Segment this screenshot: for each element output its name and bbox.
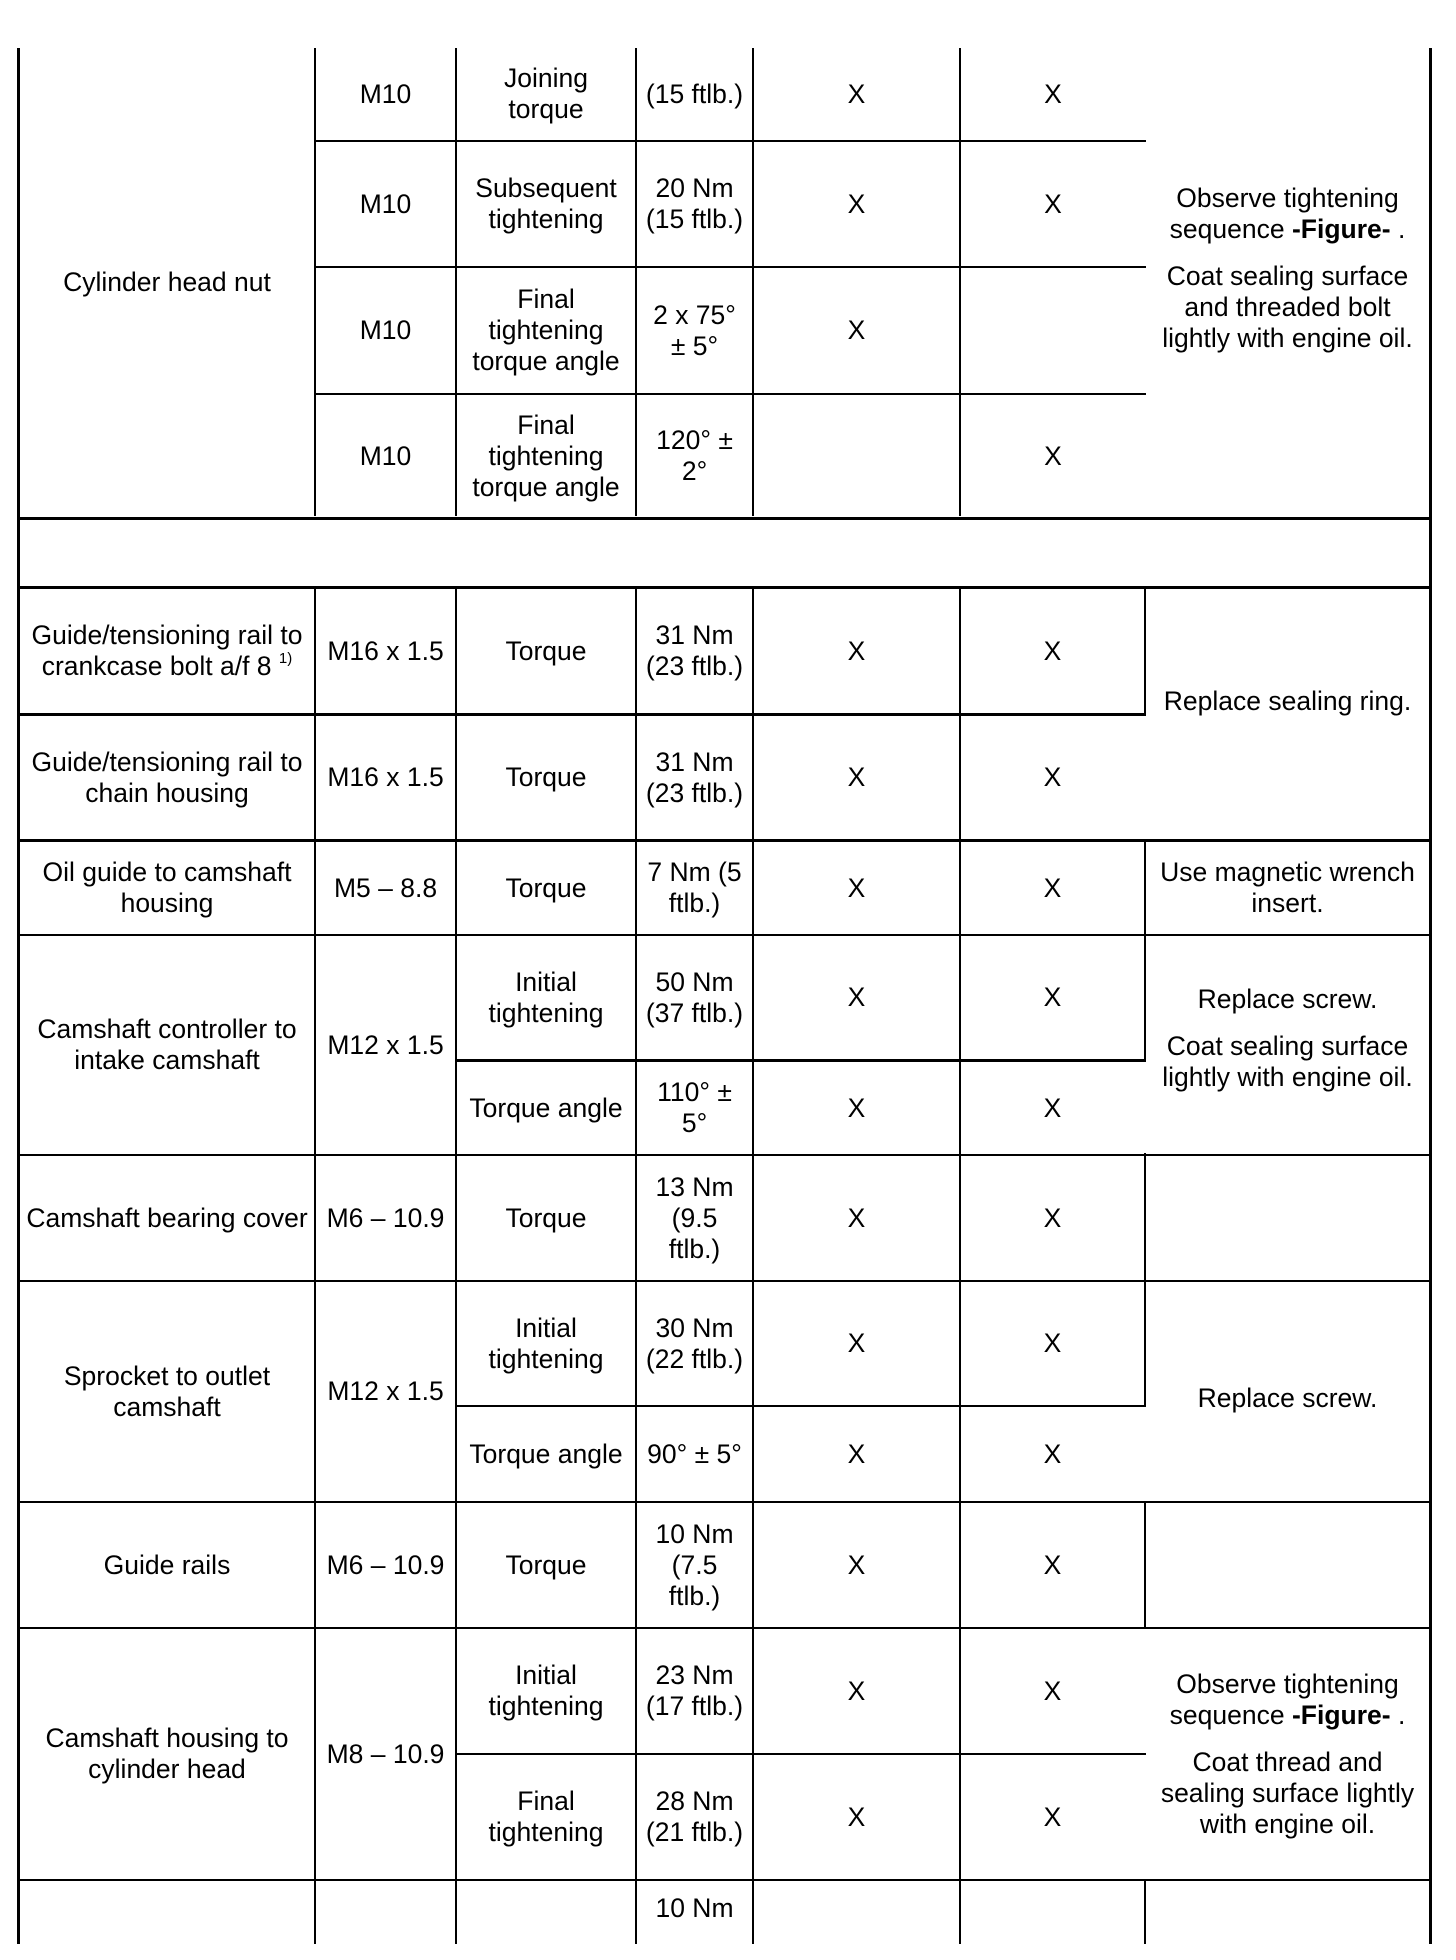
step-cell: Final tightening torque angle <box>472 409 620 502</box>
step-cell: Initial tightening <box>488 1312 604 1374</box>
torque-value-cell: 13 Nm (9.5 ftlb.) <box>655 1171 734 1264</box>
thread-size-cell: M10 <box>359 78 412 109</box>
step-cell: Torque <box>505 1549 587 1580</box>
mark-b-cell: X <box>1043 1328 1062 1358</box>
component-cell: Guide rails <box>103 1549 231 1580</box>
step-cell: Joining torque <box>504 63 588 124</box>
mark-b-cell: X <box>1043 982 1062 1012</box>
step-cell: Final tightening torque angle <box>472 284 620 376</box>
mark-a-cell: X <box>847 1328 866 1358</box>
table-border-right <box>1429 48 1432 1944</box>
note-cell <box>1146 1156 1429 1280</box>
torque-value-cell: 7 Nm (5 ftlb.) <box>647 857 742 918</box>
torque-value-cell: 31 Nm (23 ftlb.) <box>645 746 744 808</box>
mark-b-cell: X <box>1043 1202 1062 1233</box>
mark-b-cell: X <box>1043 1438 1062 1469</box>
component-cell: Guide/tensioning rail to chain housing <box>31 746 303 808</box>
figure-link[interactable]: -Figure- <box>1291 213 1391 244</box>
row-divider <box>17 517 1432 520</box>
step-cell: Final tightening <box>488 1786 604 1847</box>
mark-a-cell: X <box>847 1202 866 1233</box>
col-divider <box>1144 1880 1146 1944</box>
mark-a-cell <box>754 395 959 517</box>
thread-size-cell: M10 <box>359 315 412 345</box>
mark-b-cell: X <box>1043 1092 1062 1123</box>
thread-size-cell: M10 <box>359 188 412 219</box>
component-cell: Camshaft controller to intake camshaft <box>37 1014 297 1075</box>
note-cell: Use magnetic wrench insert. <box>1160 857 1415 918</box>
component-cell: Camshaft housing to cylinder head <box>45 1723 289 1784</box>
torque-value-cell: 10 Nm (7.5 ftlb.) <box>655 1518 734 1611</box>
mark-a-cell: X <box>847 1092 866 1123</box>
mark-a-cell: X <box>847 1549 866 1580</box>
mark-a-cell: X <box>847 635 866 666</box>
component-cell: Guide/tensioning rail to crankcase bolt a/f 8 $^{1)}$ <box>31 620 303 681</box>
torque-value-cell: 20 Nm (15 ftlb.) <box>645 173 744 234</box>
step-cell: Initial tightening <box>488 966 604 1028</box>
thread-size-cell: M6 – 10.9 <box>326 1202 445 1233</box>
note-coat: Coat thread and sealing surface lightly with engine oil. <box>1160 1746 1415 1839</box>
figure-link[interactable]: -Figure- <box>1291 1699 1391 1730</box>
note-cell <box>1146 936 1429 1154</box>
mark-b-cell: X <box>1043 1675 1062 1706</box>
torque-value-cell: 110° ± 5° <box>657 1077 732 1138</box>
torque-value-cell: 31 Nm (23 ftlb.) <box>645 620 744 681</box>
note-cell <box>1146 1503 1429 1627</box>
torque-value-cell: (15 ftlb.) <box>645 78 744 109</box>
mark-b-cell: X <box>1043 1801 1062 1832</box>
thread-size-cell: M12 x 1.5 <box>327 1376 444 1406</box>
thread-size-cell: M16 x 1.5 <box>327 762 444 792</box>
torque-value-cell: 90° ± 5° <box>647 1438 742 1469</box>
note-cell <box>1146 1629 1429 1879</box>
mark-a-cell: X <box>847 1675 866 1706</box>
thread-size-cell: M10 <box>359 440 412 471</box>
torque-value-cell: 10 Nm <box>655 1893 734 1923</box>
mark-a-cell: X <box>847 872 866 903</box>
component-cell: Camshaft bearing cover <box>26 1202 308 1233</box>
component-cell: Sprocket to outlet camshaft <box>63 1360 271 1422</box>
mark-b-cell: X <box>1044 188 1062 219</box>
note-tightening-sequence: Observe tightening sequence -Figure- . <box>1169 182 1406 244</box>
step-cell: Initial tightening <box>488 1660 604 1721</box>
mark-b-cell: X <box>1043 635 1062 666</box>
thread-size-cell: M12 x 1.5 <box>327 1029 444 1060</box>
torque-value-cell: 50 Nm (37 ftlb.) <box>645 966 744 1028</box>
mark-a-cell: X <box>847 188 866 219</box>
step-cell: Torque <box>505 872 587 903</box>
note-coat: Coat sealing surface and threaded bolt lightly with engine oil. <box>1162 260 1413 353</box>
mark-b-cell <box>961 268 1145 393</box>
note-cell: Replace sealing ring. <box>1163 685 1412 716</box>
mark-a-cell: X <box>847 762 866 792</box>
step-cell: Torque <box>505 1202 587 1233</box>
note-tightening-sequence: Observe tightening sequence -Figure- . <box>1169 1668 1406 1730</box>
step-cell: Subsequent tightening <box>475 173 617 234</box>
mark-b-cell: X <box>1044 440 1062 471</box>
mark-a-cell: X <box>847 982 866 1012</box>
torque-value-cell: 28 Nm (21 ftlb.) <box>645 1786 744 1847</box>
step-cell: Torque angle <box>469 1092 623 1123</box>
torque-value-cell: 23 Nm (17 ftlb.) <box>645 1660 744 1721</box>
component-cell: Oil guide to camshaft housing <box>42 857 292 918</box>
mark-b-cell: X <box>1043 1549 1062 1580</box>
step-cell: Torque <box>505 762 587 792</box>
note-coat: Coat sealing surface lightly with engine oil. <box>1162 1030 1413 1092</box>
step-cell: Torque angle <box>469 1438 623 1469</box>
mark-b-cell: X <box>1043 872 1062 903</box>
thread-size-cell: M6 – 10.9 <box>326 1549 445 1580</box>
thread-size-cell: M16 x 1.5 <box>327 635 444 666</box>
mark-b-cell: X <box>1043 762 1062 792</box>
row-divider <box>17 1879 1432 1881</box>
thread-size-cell: M5 – 8.8 <box>333 872 438 903</box>
component-cell: Cylinder head nut <box>63 267 271 297</box>
torque-value-cell: 30 Nm (22 ftlb.) <box>645 1312 744 1374</box>
mark-a-cell: X <box>847 315 866 345</box>
step-cell: Torque <box>505 635 587 666</box>
torque-value-cell: 2 x 75° ± 5° <box>653 299 736 361</box>
mark-b-cell: X <box>1044 78 1062 109</box>
footnote-ref: 1) <box>278 650 293 667</box>
note-cell <box>1146 142 1429 394</box>
mark-a-cell: X <box>847 78 866 109</box>
note-cell: Replace screw. <box>1197 1383 1378 1413</box>
note-replace-screw: Replace screw. <box>1197 983 1378 1014</box>
thread-size-cell: M8 – 10.9 <box>326 1738 445 1769</box>
mark-a-cell: X <box>847 1801 866 1832</box>
torque-value-cell: 120° ± 2° <box>656 425 733 486</box>
mark-a-cell: X <box>847 1438 866 1469</box>
